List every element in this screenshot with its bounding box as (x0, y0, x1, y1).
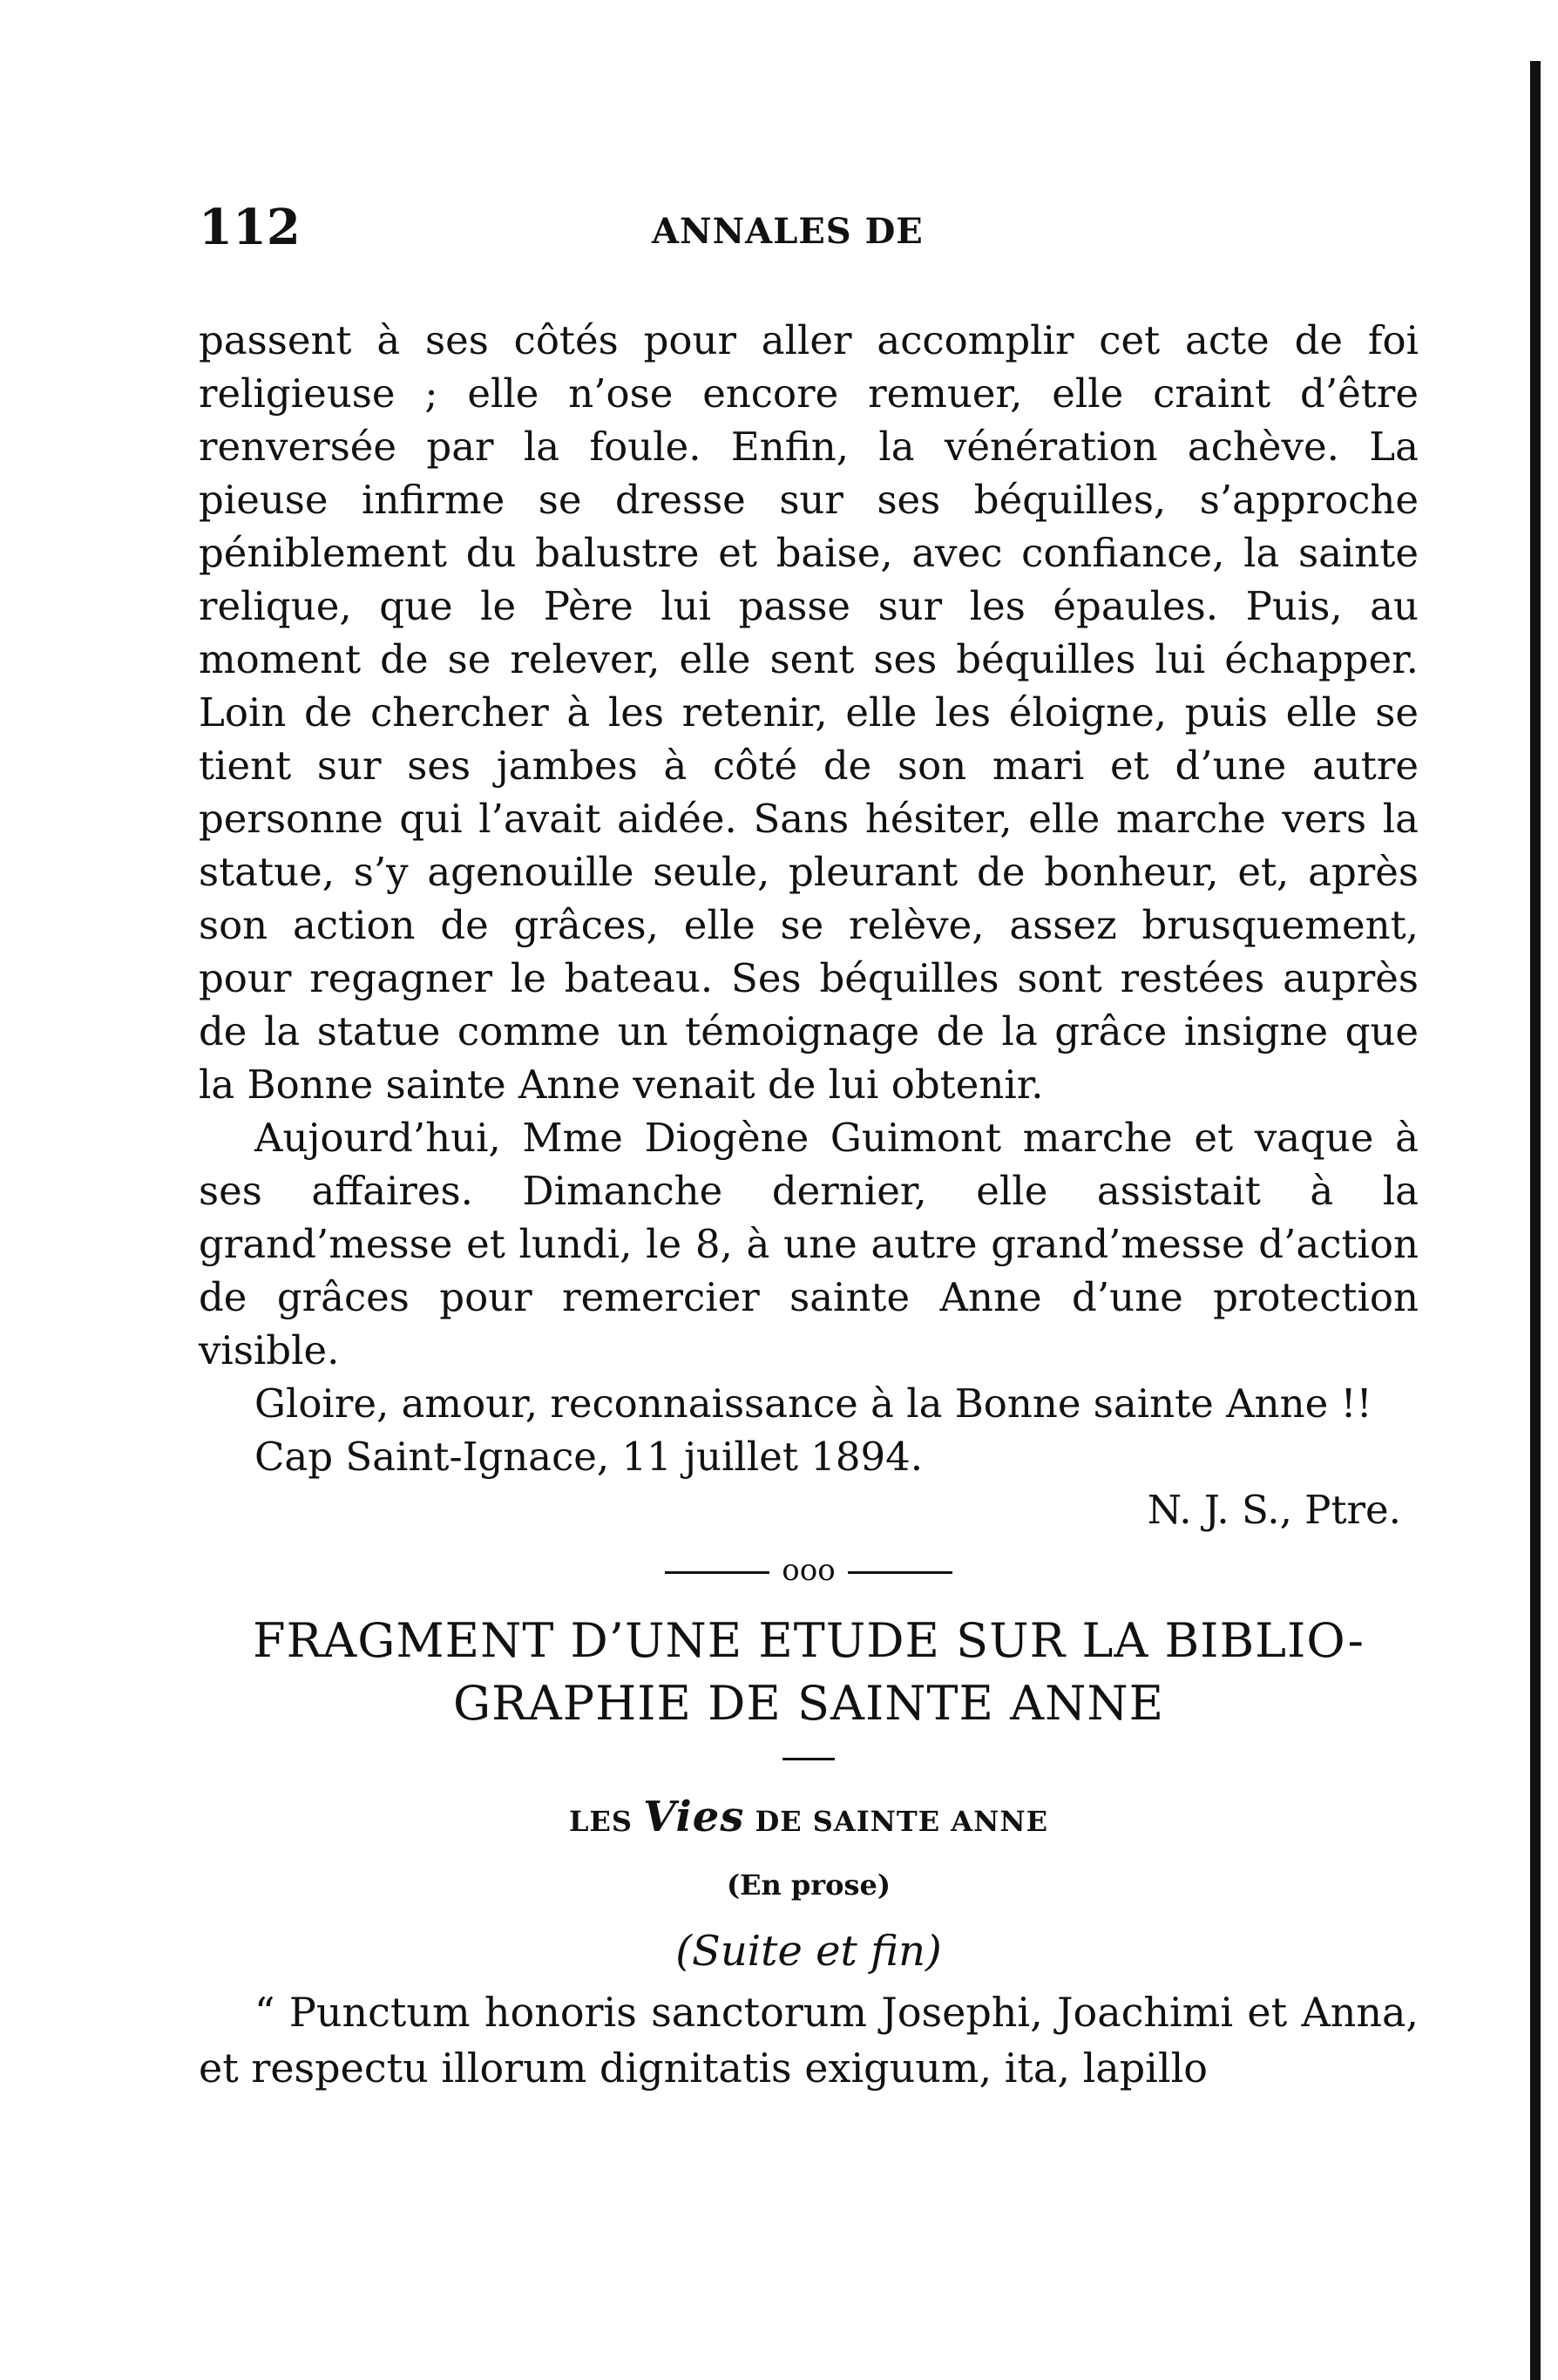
divider-line-right (848, 1571, 952, 1574)
subtitle-before: LES (569, 1805, 633, 1838)
title-rule (782, 1758, 835, 1760)
section-title-line-1: FRAGMENT D’UNE ETUDE SUR LA BIBLIO- (253, 1613, 1365, 1668)
divider-mark: ooo (782, 1553, 836, 1588)
prose-note: (En prose) (726, 1868, 891, 1902)
signature: N. J. S., Ptre. (1147, 1487, 1401, 1533)
paragraph-3: Gloire, amour, reconnaissance à la Bonne sainte Anne !! (254, 1380, 1372, 1427)
paragraph-2: Aujourd’hui, Mme Diogène Guimont marche et vaque à ses affaires. Dimanche dernier, elle assistait à la grand’messe et lundi, le 8, à une autre grand’messe d’action de grâces pour remercier sainte Anne d’une protection visible. (199, 1115, 1419, 1373)
running-head: ANNALES DE (652, 211, 924, 252)
section-subtitle (199, 1787, 1419, 1852)
divider-line-left (665, 1571, 769, 1574)
section-title (199, 1610, 1419, 1735)
section-title-line-2: GRAPHIE DE SAINTE ANNE (452, 1676, 1165, 1731)
continuation-note: (Suite et fin) (675, 1927, 942, 1976)
page-body (199, 314, 1419, 2096)
page-header (199, 199, 1419, 268)
subtitle-italic: Vies (643, 1793, 745, 1841)
place-date: Cap Saint-Ignace, 11 juillet 1894. (254, 1434, 924, 1480)
page-number: 112 (199, 199, 301, 256)
latin-opening: “ Punctum honoris sanctorum Josephi, Joachimi et Anna, et respectu illorum dignitatis exiguum, ita, lapillo (199, 1989, 1419, 2092)
page-edge-rule (1530, 61, 1541, 2380)
paragraph-1: passent à ses côtés pour aller accomplir cet acte de foi religieuse ; elle n’ose encore remuer, elle craint d’être renversée par la foule. Enfin, la vénération achève. La pieuse infirme se dresse sur ses béquilles, s’approche péniblement du balustre et baise, avec confiance, la sainte relique, que le Père lui passe sur les épaules. Puis, au moment de se relever, elle sent ses béquilles lui échapper. Loin de chercher à les retenir, elle les éloigne, puis elle se tient sur ses jambes à côté de son mari et d’une autre personne qui l’avait aidée. Sans hésiter, elle marche vers la statue, s’y agenouille seule, pleurant de bonheur, et, après son action de grâces, elle se relève, assez brusquement, pour regagner le bateau. Ses béquilles sont restées auprès de la statue comme un témoignage de la grâce insigne que la Bonne sainte Anne venait de lui obtenir. (199, 317, 1419, 1108)
section-divider (199, 1540, 1419, 1601)
subtitle-after: DE SAINTE ANNE (755, 1805, 1048, 1838)
